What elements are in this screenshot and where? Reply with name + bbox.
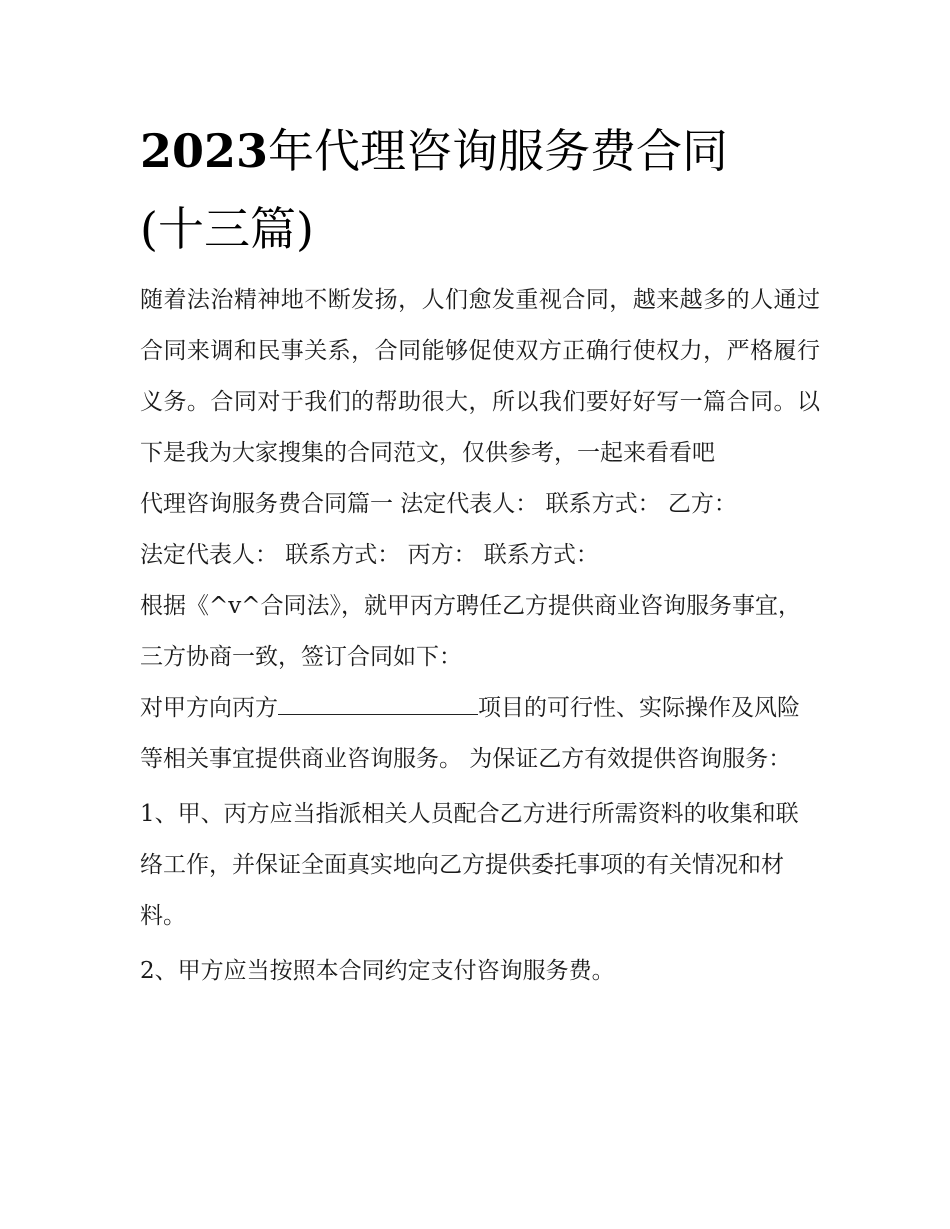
title-year: 2023 (140, 124, 269, 178)
scope-clause-start: 对甲方向丙方 (140, 695, 278, 721)
list-item-1: 1、甲、丙方应当指派相关人员配合乙方进行所需资料的收集和联络工作，并保证全面真实地向乙方提供委托事项的有关情况和材料。 (140, 801, 799, 929)
parties-line-1: 代理咨询服务费合同篇一 法定代表人： 联系方式： 乙方： (140, 491, 737, 517)
intro-paragraph: 随着法治精神地不断发扬，人们愈发重视合同，越来越多的人通过合同来调和民事关系，合同能够促使双方正确行使权力，严格履行义务。合同对于我们的帮助很大，所以我们要好好写一篇合同。以下是我为大家搜集的合同范文，仅供参考，一起来看看吧 (140, 287, 820, 466)
scope-clause (140, 683, 820, 785)
title-text: 年代理咨询服务费合同 (268, 124, 729, 178)
fill-in-blank (278, 694, 478, 715)
document-body (140, 275, 820, 997)
parties-line-2: 法定代表人： 联系方式： 丙方： 联系方式： (140, 542, 599, 568)
document-title (140, 112, 820, 268)
preamble-paragraph: 根据《^v^合同法》，就甲丙方聘任乙方提供商业咨询服务事宜，三方协商一致，签订合同如下： (140, 593, 802, 670)
list-item-2: 2、甲方应当按照本合同约定支付咨询服务费。 (140, 958, 615, 984)
scope-clause-end: 项目的可行性、实际操作及风险等相关事宜提供商业咨询服务。 为保证乙方有效提供咨询服务： (140, 695, 800, 772)
title-subtitle: (十三篇) (140, 202, 314, 256)
